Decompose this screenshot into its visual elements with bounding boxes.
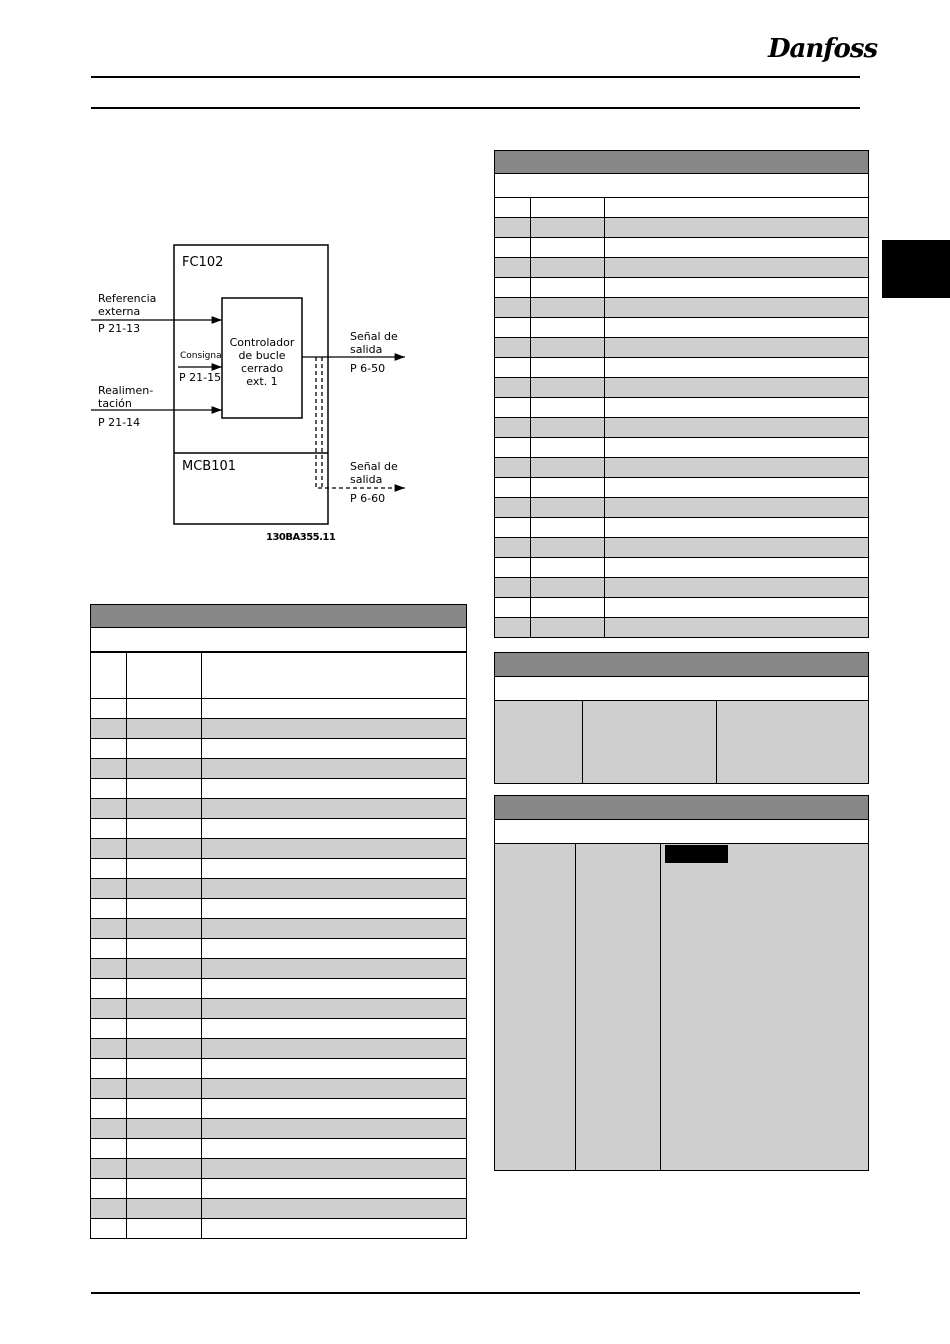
danfoss-logo: Danfoss bbox=[768, 34, 878, 64]
table-row bbox=[91, 839, 467, 859]
table-row bbox=[91, 799, 467, 819]
table-row bbox=[91, 1079, 467, 1099]
mcb101-label: MCB101 bbox=[182, 459, 237, 474]
table-row bbox=[495, 438, 869, 458]
table-row bbox=[495, 318, 869, 338]
header-rule-bottom bbox=[91, 107, 860, 109]
table-row bbox=[495, 598, 869, 618]
table-row bbox=[495, 518, 869, 538]
fc102-label: FC102 bbox=[182, 255, 224, 270]
bottom-table-row bbox=[495, 844, 869, 1171]
table-row bbox=[91, 859, 467, 879]
mid-table-row bbox=[495, 701, 869, 784]
table-row bbox=[495, 418, 869, 438]
table-row bbox=[91, 699, 467, 719]
table-row bbox=[495, 258, 869, 278]
bottom-table-subheader bbox=[494, 819, 869, 844]
feedback-label: Realimen- tación bbox=[98, 384, 154, 410]
table-row bbox=[495, 478, 869, 498]
controller-label: Controlador de bucle cerrado ext. 1 bbox=[229, 336, 295, 388]
table-row bbox=[495, 278, 869, 298]
table-row bbox=[495, 298, 869, 318]
table-row bbox=[91, 819, 467, 839]
left-table-subheader bbox=[90, 627, 467, 652]
table-row bbox=[495, 538, 869, 558]
bottom-table-header bbox=[494, 795, 869, 820]
table-row bbox=[495, 198, 869, 218]
table-row bbox=[91, 1139, 467, 1159]
feedback-param: P 21-14 bbox=[98, 416, 141, 429]
table-row bbox=[495, 398, 869, 418]
table-row bbox=[495, 238, 869, 258]
table-row bbox=[495, 378, 869, 398]
table-row bbox=[495, 458, 869, 478]
table-row bbox=[91, 999, 467, 1019]
left-table-header bbox=[90, 604, 467, 628]
table-row bbox=[91, 939, 467, 959]
setpoint-param: P 21-15 bbox=[179, 371, 222, 384]
table-row bbox=[91, 979, 467, 999]
table-row bbox=[91, 739, 467, 759]
note-label-box bbox=[665, 845, 728, 863]
ref-label: Referencia externa bbox=[98, 292, 157, 318]
table-row bbox=[91, 1219, 467, 1239]
output2-param: P 6-60 bbox=[350, 492, 386, 505]
table-row bbox=[91, 719, 467, 739]
mid-table bbox=[494, 700, 869, 784]
table-row bbox=[91, 1019, 467, 1039]
table-row bbox=[91, 879, 467, 899]
table-row bbox=[91, 1199, 467, 1219]
table-row bbox=[91, 1159, 467, 1179]
figure-code: 130BA355.11 bbox=[266, 532, 336, 543]
table-row bbox=[495, 498, 869, 518]
header-rule-top bbox=[91, 76, 860, 78]
bottom-table bbox=[494, 843, 869, 1171]
table-row bbox=[91, 779, 467, 799]
table-row bbox=[91, 1039, 467, 1059]
mid-table-subheader bbox=[494, 676, 869, 701]
table-row bbox=[91, 1179, 467, 1199]
right-table bbox=[494, 197, 869, 638]
mid-table-header bbox=[494, 652, 869, 677]
output1-param: P 6-50 bbox=[350, 362, 386, 375]
table-row bbox=[91, 1059, 467, 1079]
table-row bbox=[495, 338, 869, 358]
setpoint-label: Consigna bbox=[180, 351, 222, 361]
table-row bbox=[495, 578, 869, 598]
output1-label: Señal de salida bbox=[350, 330, 398, 356]
left-table bbox=[90, 652, 467, 1239]
table-row bbox=[91, 919, 467, 939]
table-row bbox=[91, 959, 467, 979]
table-row bbox=[495, 618, 869, 638]
output2-label: Señal de salida bbox=[350, 460, 398, 486]
chapter-tab bbox=[882, 240, 950, 298]
table-row bbox=[91, 899, 467, 919]
table-row bbox=[91, 1119, 467, 1139]
footer-rule bbox=[91, 1292, 860, 1294]
table-row bbox=[495, 358, 869, 378]
table-row bbox=[495, 558, 869, 578]
right-table-subheader bbox=[494, 173, 869, 198]
table-row bbox=[91, 759, 467, 779]
table-row bbox=[91, 1099, 467, 1119]
right-table-header bbox=[494, 150, 869, 174]
table-row bbox=[495, 218, 869, 238]
left-table-col-header bbox=[91, 653, 467, 699]
ref-param: P 21-13 bbox=[98, 322, 141, 335]
